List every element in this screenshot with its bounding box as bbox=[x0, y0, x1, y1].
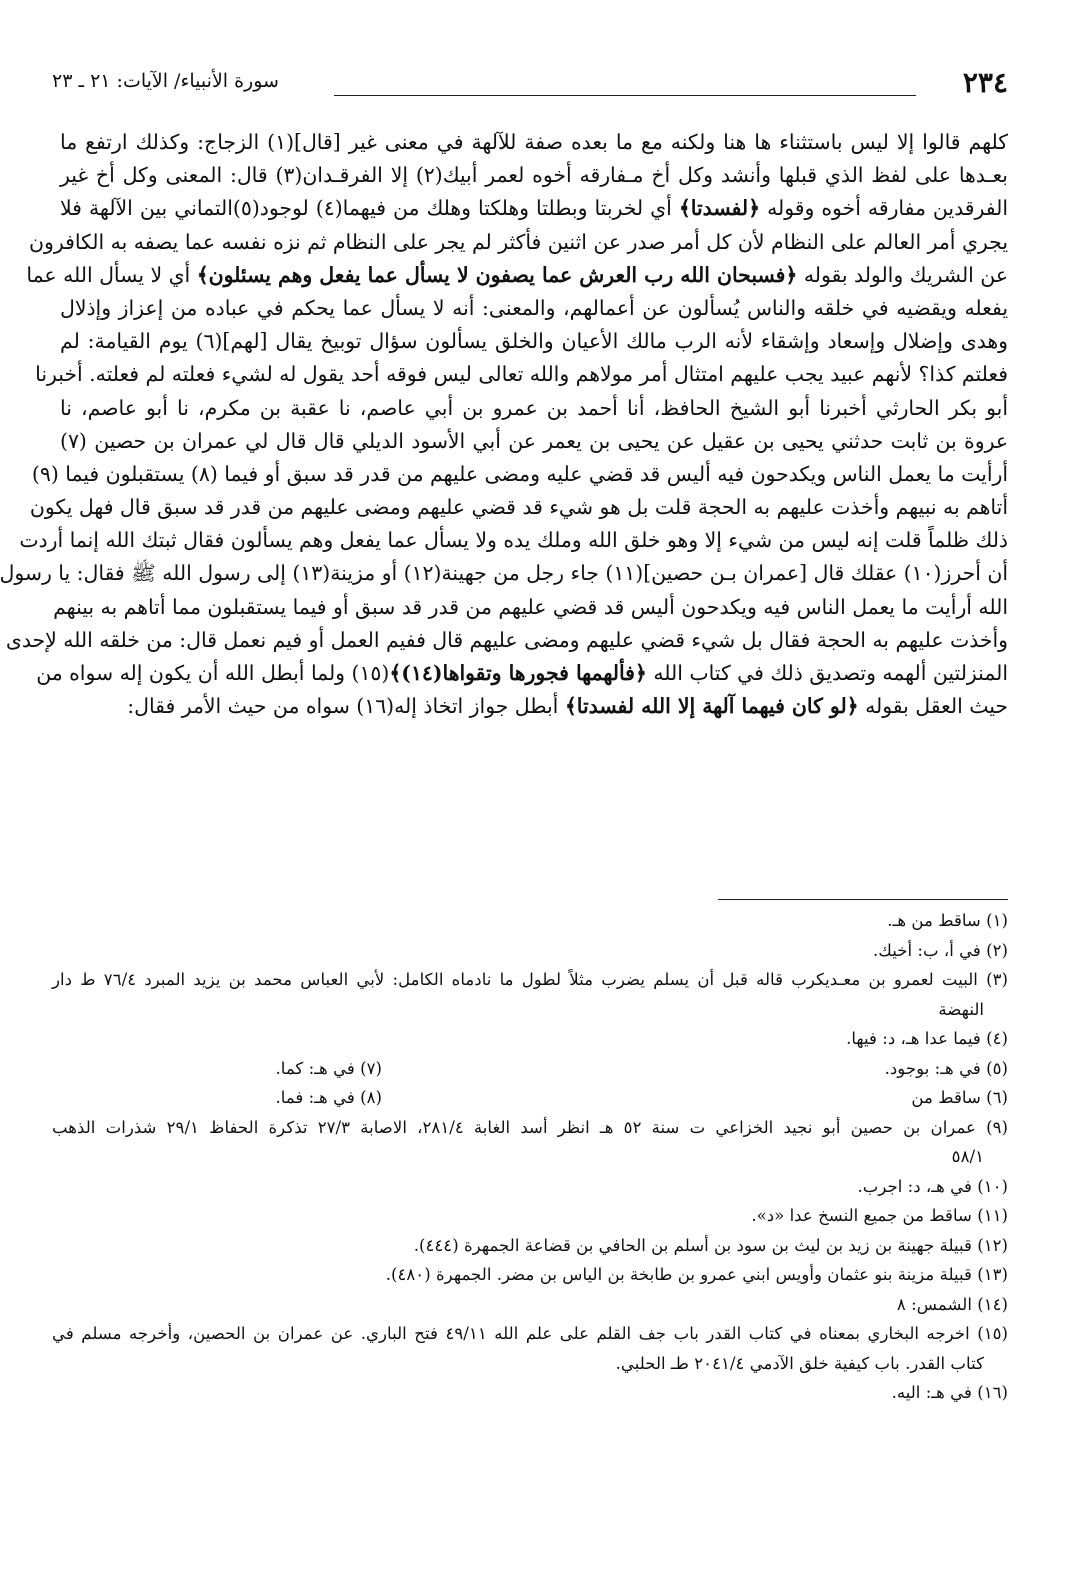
text-line: بعـدها على لفظ الذي قبلها وأنشد وكل أخ مـفارقه أخوه لعمر أبيك(٢) إلا الفرقـدان(٣) قال: المعنى وكل أخ غير bbox=[60, 163, 1008, 188]
text-line bbox=[60, 192, 1008, 225]
footnote: (٧) في هـ: كما. bbox=[275, 1058, 382, 1078]
text-segment: المنزلتين ألهمه وتصديق ذلك في كتاب الله bbox=[646, 661, 1008, 685]
footnote: (٦) ساقط من bbox=[911, 1088, 1008, 1107]
footnote: (٩) عمران بن حصين أبو نجيد الخزاعي ت سنة ٥٢ هـ انظر أسد الغابة ٢٨١/٤، الاصابة ٢٧/٣ تذكرة الحفاظ ٢٩/١ شذرات الذهب bbox=[52, 1117, 1008, 1137]
footnote-continuation: النهضة bbox=[938, 999, 984, 1019]
text-line: وهدى وإضلال وإسعاد وإشقاء لأنه الرب مالك الأعيان والخلق يسألون سؤال توبيخ يقال [لهم](٦) يوم القيامة: لم bbox=[60, 329, 1008, 354]
text-segment: الفرقدين مفارقه أخوه وقوله bbox=[760, 196, 1008, 221]
footnote-continuation: كتاب القدر. باب كيفية خلق الآدمي ٢٠٤١/٤ طـ الحلبي. bbox=[615, 1353, 984, 1373]
footnote-separator bbox=[718, 899, 1008, 900]
footnote: (١) ساقط من هـ. bbox=[887, 911, 1008, 930]
text-line: فعلتم كذا؟ لأنهم عبيد يجب عليهم امتثال أمر مولاهم والله تعالى ليس فوقه أحد يقول له لشيء فعلته لم فعلته. أخبرنا bbox=[35, 362, 1008, 387]
text-line: يجري أمر العالم على النظام لأن كل أمر صدر عن اثنين فأكثر لم يجر على النظام ثم نزه نفسه عما يصفه به الكافرون bbox=[29, 229, 1008, 254]
footnote: (٣) البيت لعمرو بن معـديكرب قاله قبل أن يسلم يضرب مثلاً لطول ما نادماه الكامل: لأبي العباس محمد بن يزيد المبرد ٧٦/٤ ط دار bbox=[52, 970, 1008, 989]
footnote: (١٣) قبيلة مزينة بنو عثمان وأويس ابني عمرو بن طابخة بن الياس بن مضر. الجمهرة (٤٨٠). bbox=[385, 1265, 1008, 1284]
footnote: (١٤) الشمس: ٨ bbox=[896, 1294, 1008, 1314]
text-line: يفعله ويقضيه في خلقه والناس يُسألون عن أعمالهم، والمعنى: أنه لا يسأل عما يحكم في عباده من إعزاز وإذلال bbox=[60, 295, 1008, 320]
text-line: أتاهم به نبيهم وأخذت عليهم به الحجة قلت بل هو شيء قد قضي عليهم ومضى عليهم من قدر قد سبق قال فهل يكون bbox=[29, 495, 1008, 520]
text-segment: أي لا يسأل الله عما bbox=[26, 262, 197, 287]
text-line bbox=[60, 690, 1008, 723]
text-line bbox=[26, 259, 1008, 292]
footnote: (١٦) في هـ: اليه. bbox=[891, 1383, 1008, 1402]
text-line: أبو بكر الحارثي أخبرنا أبو الشيخ الحافظ، أنا أحمد بن عمرو بن أبي عاصم، نا عقبة بن مكرم، نا أبو عاصم، نا bbox=[60, 395, 1008, 420]
text-line: ذلك ظلماً قلت إنه ليس من شيء إلا وهو خلق الله وملك يده ولا يسأل عما يفعل وهم يسألون فقال ثبتك الله إنما أردت bbox=[19, 528, 1008, 553]
page-header bbox=[52, 62, 1008, 102]
quran-quote: ﴿فألهمها فجورها وتقواها(١٤)﴾ bbox=[389, 661, 647, 685]
text-segment: حيث العقل بقوله bbox=[858, 694, 1008, 719]
text-segment: عن الشريك والولد بقوله bbox=[797, 262, 1008, 287]
footnote: (١٢) قبيلة جهينة بن زيد بن ليث بن سود بن أسلم بن الحافي بن قضاعة الجمهرة (٤٤٤). bbox=[413, 1235, 1008, 1255]
footnote-row bbox=[52, 1083, 1008, 1113]
text-line: الله أرأيت ما يعمل الناس فيه ويكدحون أليس قد قضي عليهم من قدر قد سبق أو فيما يستقبلون مما أتاهم به بينهم bbox=[53, 594, 1008, 619]
text-line: أرأيت ما يعمل الناس ويكدحون فيه أليس قد قضي عليه ومضى عليهم من قدر قد سبق أو فيما (٨) يستقبلون فيما (٩) bbox=[31, 461, 1008, 486]
footnote: (١٥) اخرجه البخاري بمعناه في كتاب القدر باب جف القلم على علم الله ٤٩/١١ فتح الباري. عن عمران بن الحصين، وأخرجه مسلم في bbox=[52, 1324, 1008, 1343]
header-rule bbox=[334, 95, 916, 96]
footnote: (٨) في هـ: فما. bbox=[275, 1088, 382, 1107]
running-title: سورة الأنبياء/ الآيات: ٢١ ـ ٢٣ bbox=[52, 70, 279, 92]
quran-quote: ﴿فسبحان الله رب العرش عما يصفون لا يسأل عما يفعل وهم يسئلون﴾ bbox=[196, 262, 798, 287]
text-segment: أبطل جواز اتخاذ إله(١٦) سواه من حيث الأمر فقال: bbox=[127, 694, 565, 719]
page-number: ٢٣٤ bbox=[962, 66, 1008, 99]
footnote: (٥) في هـ: بوجود. bbox=[884, 1058, 1008, 1078]
footnotes bbox=[52, 906, 1008, 1408]
text-segment: أي لخربتا وبطلتا وهلكتا وهلك من فيهما(٤) لوجود(٥)التماني بين الآلهة فلا bbox=[60, 196, 679, 221]
text-line bbox=[36, 657, 1008, 690]
footnote: (١١) ساقط من جميع النسخ عدا «د». bbox=[751, 1206, 1008, 1225]
footnote: (١٠) في هـ، د: اجرب. bbox=[857, 1176, 1008, 1196]
quran-quote: ﴿لفسدتا﴾ bbox=[678, 196, 761, 221]
text-line: أن أحرز(١٠) عقلك قال [عمران بـن حصين](١١) جاء رجل من جهينة(١٢) أو مزينة(١٣) إلى رسول الله ﷺ فقال: يا رسول bbox=[0, 561, 1008, 586]
footnote-continuation: ٥٨/١ bbox=[951, 1147, 984, 1166]
footnote-row bbox=[52, 1054, 1008, 1084]
quran-quote: ﴿لو كان فيهما آلهة إلا الله لفسدتا﴾ bbox=[564, 694, 859, 719]
text-segment: (١٥) ولما أبطل الله أن يكون إله سواه من bbox=[36, 661, 390, 685]
footnote: (٢) في أ، ب: أخيك. bbox=[872, 940, 1008, 960]
text-line: كلهم قالوا إلا ليس باستثناء ها هنا ولكنه مع ما بعده صفة للآلهة في معنى غير [قال](١) الزجاج: وكذلك ارتفع ما bbox=[60, 130, 1008, 154]
text-line: وأخذت عليهم به الحجة فقال بل شيء قضي عليهم ومضى عليهم قال ففيم العمل أو فيم نعمل قال: من خلقه الله لإحدى bbox=[5, 627, 1008, 652]
text-line: عروة بن ثابت حدثني يحيى بن عقيل عن يحيى بن يعمر عن أبي الأسود الديلي قال قال لي عمران بن حصين (٧) bbox=[60, 428, 1008, 453]
main-text bbox=[0, 126, 1008, 723]
footnote: (٤) فيما عدا هـ، د: فيها. bbox=[846, 1029, 1008, 1048]
